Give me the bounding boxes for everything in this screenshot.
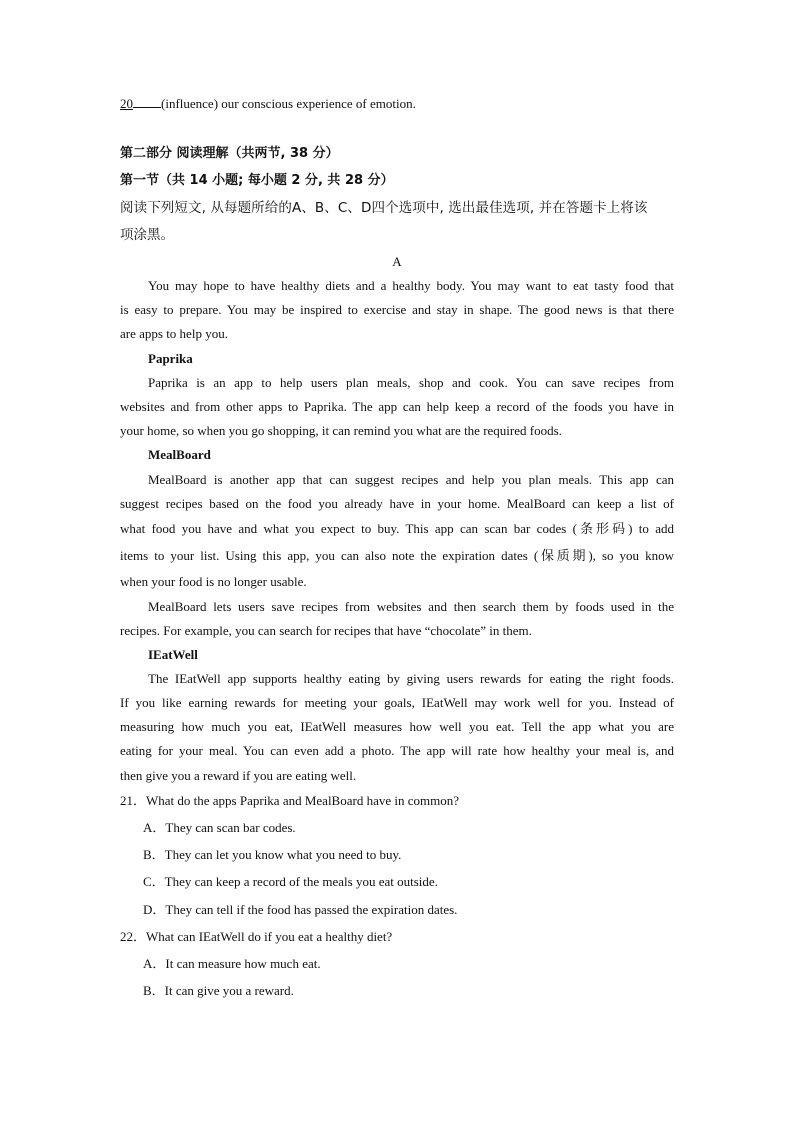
part2-title: 第二部分 阅读理解（共两节, 38 分） (120, 146, 339, 161)
ieatwell-heading: IEatWell (148, 647, 198, 662)
ieatwell-line-1: The IEatWell app supports healthy eating by giving users rewards for eating the right foods. (148, 671, 674, 686)
question-21-option-b: B．They can let you know what you need to buy. (143, 847, 402, 862)
mealboard-line-7: recipes. For example, you can search for recipes that have “chocolate” in them. (120, 623, 532, 638)
question-22-option-a: A．It can measure how much eat. (143, 956, 321, 971)
intro-line-2: is easy to prepare. You may be inspired to exercise and stay in shape. The good news is that there (120, 302, 674, 317)
ieatwell-line-5: then give you a reward if you are eating well. (120, 768, 357, 783)
question-22-stem: 22．What can IEatWell do if you eat a healthy diet? (120, 929, 393, 944)
question-20 (120, 95, 674, 113)
mealboard-line-6: MealBoard lets users save recipes from websites and then search them by foods used in the (148, 599, 674, 614)
mealboard-heading: MealBoard (148, 447, 211, 462)
mealboard-line-5: when your food is no longer usable. (120, 574, 307, 589)
question-20-number: 20 (120, 96, 133, 111)
question-21-option-d: D．They can tell if the food has passed the expiration dates. (143, 902, 458, 917)
mealboard-line-3: what food you have and what you expect to buy. This app can scan bar codes (条形码) to add (120, 521, 674, 536)
ieatwell-line-3: measuring how much you eat, IEatWell measures how well you eat. Tell the app what you are (120, 719, 674, 734)
intro-line-3: are apps to help you. (120, 326, 228, 341)
section1-title: 第一节（共 14 小题; 每小题 2 分, 共 28 分） (120, 173, 394, 188)
paprika-heading: Paprika (148, 351, 193, 366)
instruction-line-2: 项涂黑。 (120, 227, 174, 243)
answer-blank (133, 95, 161, 108)
passage-label: A (392, 254, 402, 269)
mealboard-line-2: suggest recipes based on the food you already have in your home. MealBoard can keep a list of (120, 496, 674, 511)
ieatwell-line-2: If you like earning rewards for meeting your goals, IEatWell may work well for you. Instead of (120, 695, 674, 710)
intro-line-1: You may hope to have healthy diets and a healthy body. You may want to eat tasty food that (148, 278, 674, 293)
mealboard-line-1: MealBoard is another app that can suggest recipes and help you plan meals. This app can (148, 472, 674, 487)
question-21-option-c: C．They can keep a record of the meals you eat outside. (143, 874, 438, 889)
question-21-stem: 21．What do the apps Paprika and MealBoard have in common? (120, 793, 459, 808)
question-22-option-b: B．It can give you a reward. (143, 983, 294, 998)
mealboard-line-4: items to your list. Using this app, you can also note the expiration dates (保质期), so you know (120, 548, 674, 563)
question-21-option-a: A．They can scan bar codes. (143, 820, 296, 835)
paprika-line-3: your home, so when you go shopping, it can remind you what are the required foods. (120, 423, 562, 438)
instruction-line-1: 阅读下列短文, 从每题所给的A、B、C、D四个选项中, 选出最佳选项, 并在答题卡上将该 (120, 200, 648, 216)
ieatwell-line-4: eating for your meal. You can even add a photo. The app will rate how healthy your meal is, and (120, 743, 674, 758)
paprika-line-2: websites and from other apps to Paprika. The app can help keep a record of the foods you have in (120, 399, 674, 414)
question-20-text: (influence) our conscious experience of emotion. (161, 96, 416, 111)
paprika-line-1: Paprika is an app to help users plan meals, shop and cook. You can save recipes from (148, 375, 674, 390)
